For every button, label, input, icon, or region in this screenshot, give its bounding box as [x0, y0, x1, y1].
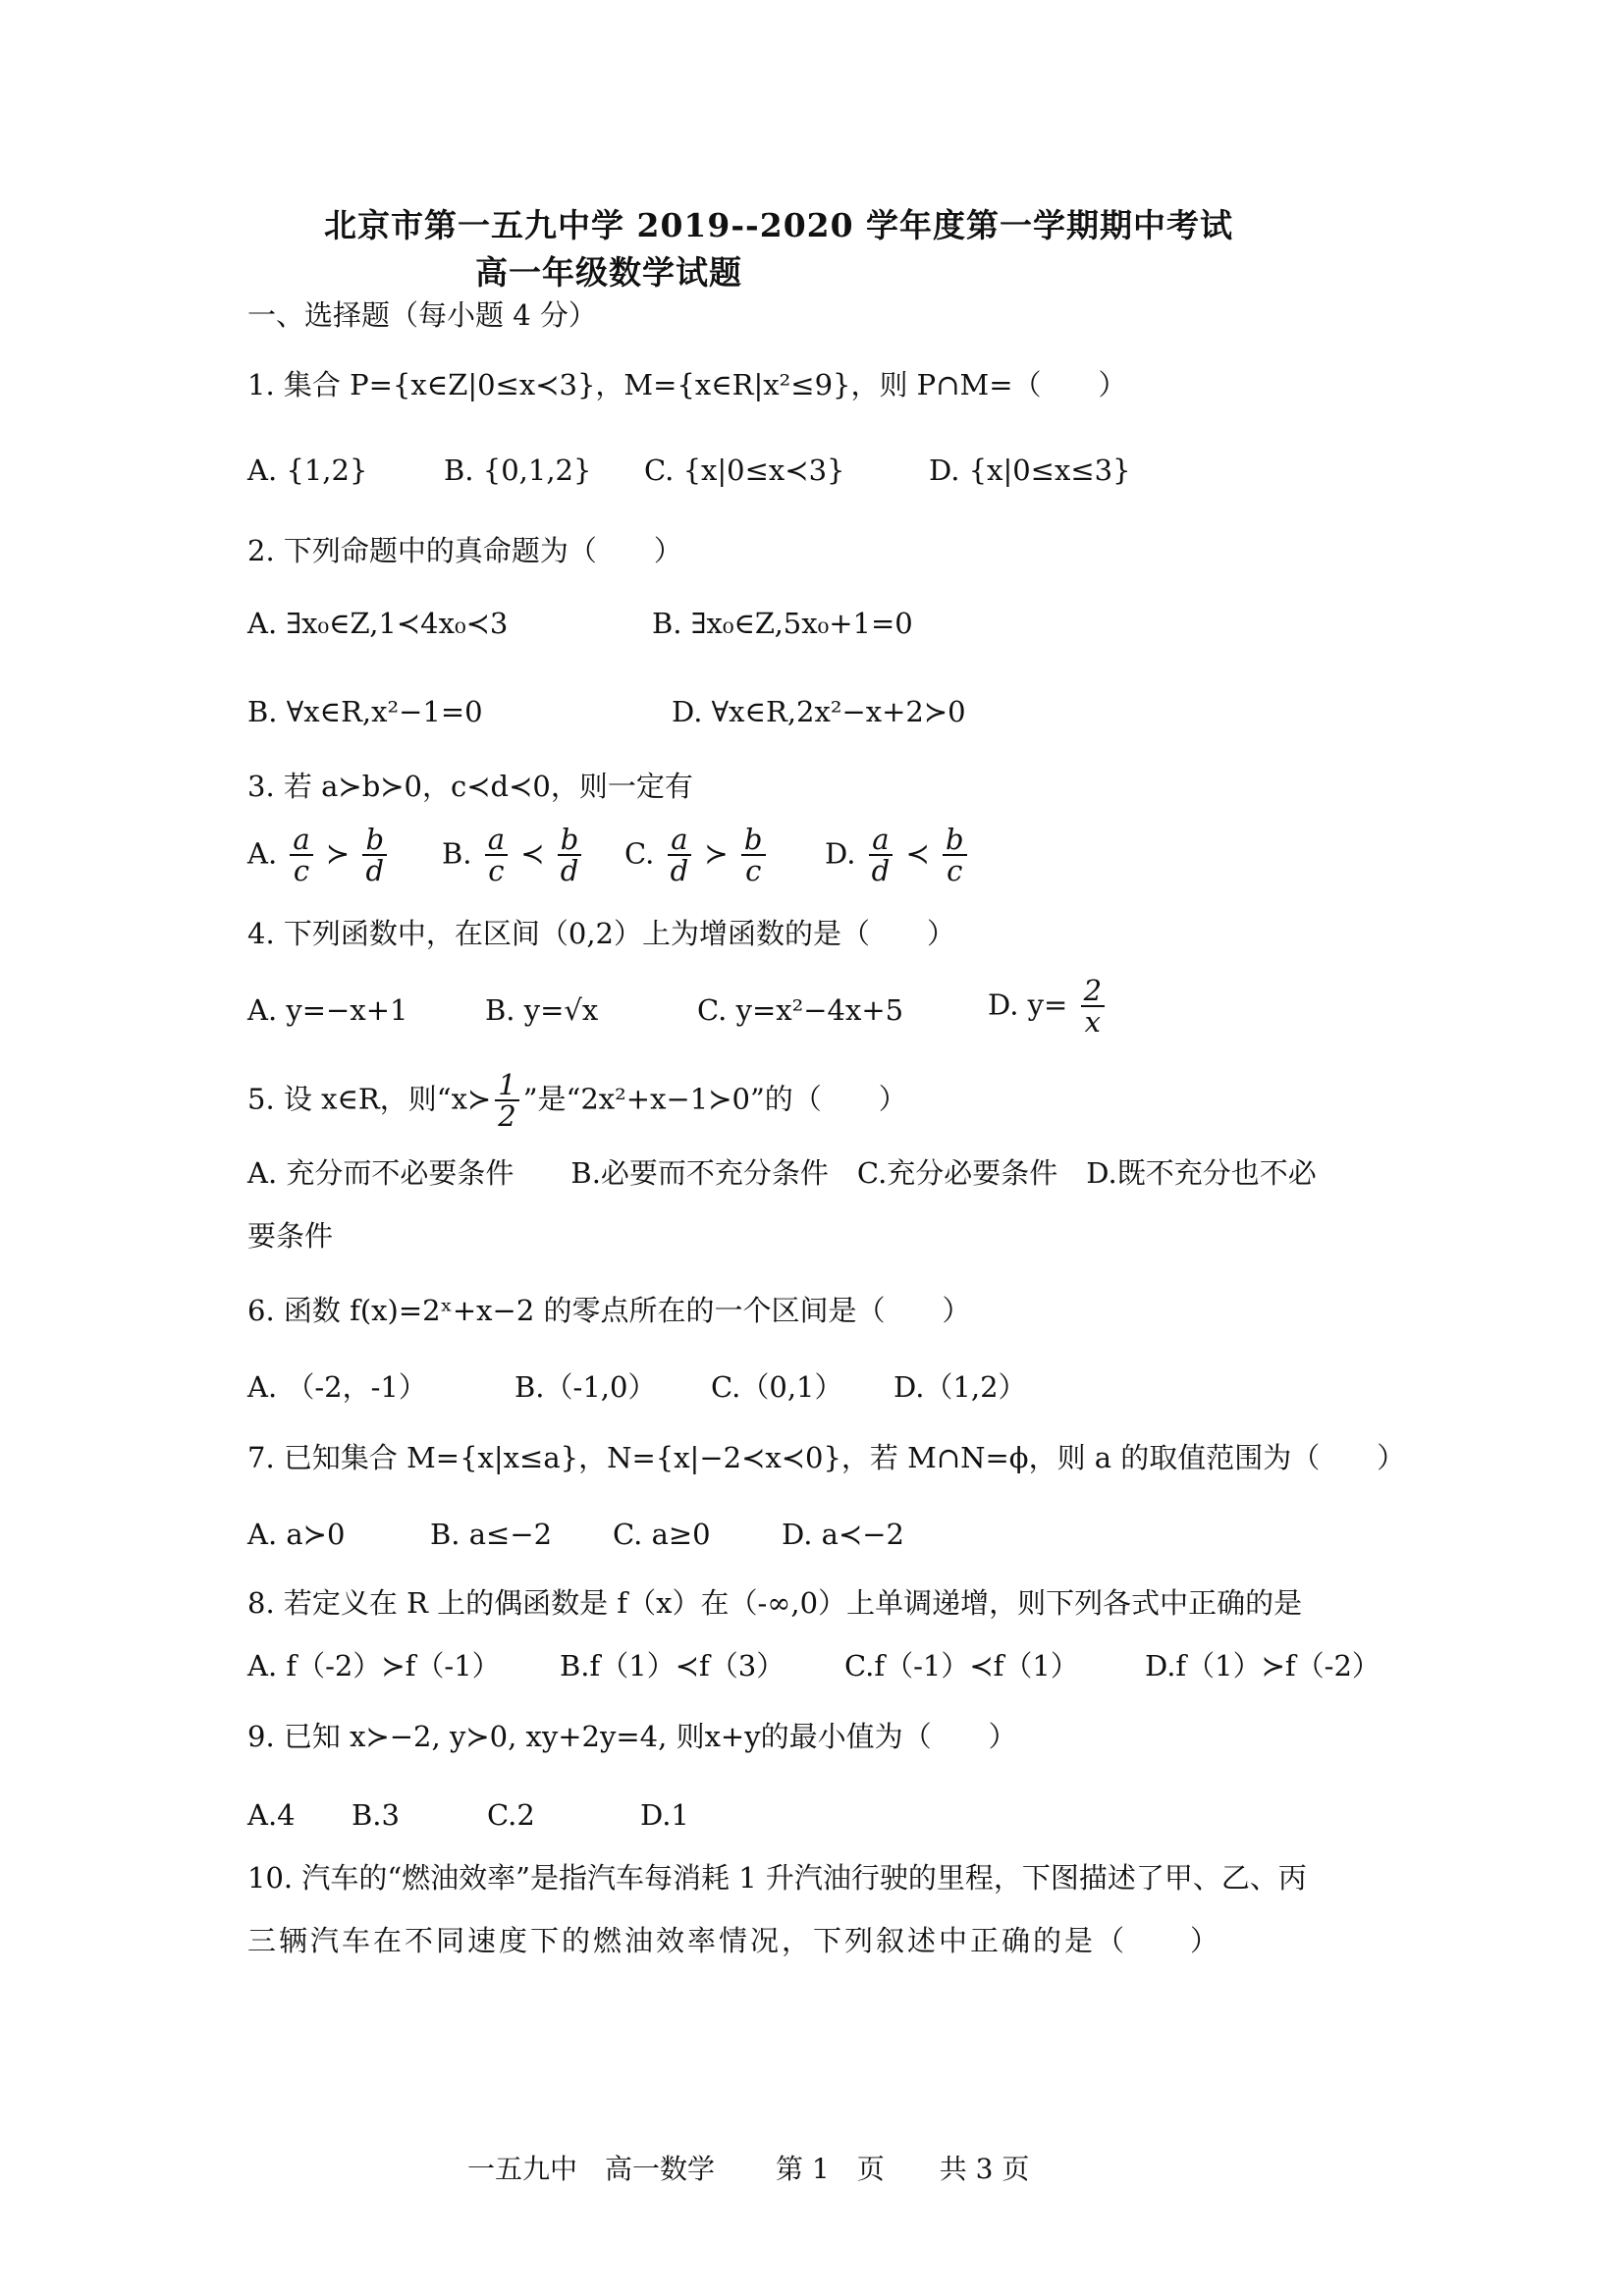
- q3-c-frac2: $\frac{b}{c}$: [741, 825, 766, 886]
- q2-option-d: D. ∀x∈R,2x²−x+2≻0: [672, 695, 966, 728]
- q9-stem: 9. 已知 x≻−2, y≻0, xy+2y=4, 则x+y的最小值为（ ）: [247, 1720, 1017, 1753]
- q5-stem: [247, 1070, 907, 1132]
- q1-option-d: D. {x|0≤x≤3}: [929, 454, 1131, 487]
- q4-option-d: [988, 976, 1109, 1038]
- q10-stem-line1: 10. 汽车的“燃油效率”是指汽车每消耗 1 升汽油行驶的里程，下图描述了甲、乙、丙: [247, 1861, 1307, 1895]
- q3-b-label: B.: [442, 836, 472, 871]
- q7-option-a: A. a≻0: [247, 1518, 346, 1551]
- q2-option-a: A. ∃x₀∈Z,1≺4x₀≺3: [247, 607, 509, 640]
- q5-stem-part2: ”是“2x²+x−1≻0”的（ ）: [522, 1082, 907, 1116]
- q3-b-frac2: $\frac{b}{d}$: [558, 825, 582, 886]
- q4-option-a: A. y=−x+1: [247, 993, 408, 1027]
- q6-option-c: C.（0,1）: [711, 1370, 843, 1404]
- q5-stem-part1: 5. 设 x∈R，则“x≻: [247, 1082, 492, 1116]
- q9-option-c: C.2: [487, 1798, 535, 1832]
- q3-a-label: A.: [247, 836, 278, 871]
- q1-stem: 1. 集合 P={x∈Z|0≤x≺3}，M={x∈R|x²≤9}，则 P∩M=（ ）: [247, 368, 1127, 401]
- q3-a-frac1: $\frac{a}{c}$: [290, 825, 312, 886]
- q5-options-line-cont: 要条件: [247, 1219, 334, 1253]
- footer-school-subject: 一五九中 高一数学: [467, 2153, 716, 2185]
- q7-stem: 7. 已知集合 M={x|x≤a}，N={x|−2≺x≺0}，若 M∩N=ϕ，则 a 的取值范围为（ ）: [247, 1441, 1406, 1474]
- q9-option-d: D.1: [640, 1798, 689, 1832]
- q7-option-b: B. a≤−2: [430, 1518, 553, 1551]
- q5-stem-frac: $\frac{1}{2}$: [495, 1070, 518, 1132]
- q3-d-label: D.: [825, 836, 856, 871]
- q3-a-relation: ≻: [325, 836, 351, 871]
- q3-c-label: C.: [624, 836, 655, 871]
- q3-d-frac1: $\frac{a}{d}$: [869, 825, 893, 886]
- q8-option-c: C.f（-1）≺f（1）: [844, 1649, 1079, 1682]
- footer-page-number: 第 1 页 共 3 页: [776, 2153, 1030, 2185]
- q9-option-a: A.4: [247, 1798, 296, 1832]
- q3-c-frac1: $\frac{a}{d}$: [668, 825, 692, 886]
- q7-option-d: D. a≺−2: [782, 1518, 904, 1551]
- q6-option-b: B.（-1,0）: [514, 1370, 657, 1404]
- q2-option-c: B. ∀x∈R,x²−1=0: [247, 695, 483, 728]
- q9-option-b: B.3: [352, 1798, 400, 1832]
- exam-subtitle: 高一年级数学试题: [475, 253, 742, 292]
- q8-stem: 8. 若定义在 R 上的偶函数是 f（x）在（-∞,0）上单调递增，则下列各式中正确的是: [247, 1586, 1303, 1620]
- q3-b-frac1: $\frac{a}{c}$: [485, 825, 508, 886]
- q10-stem-line2: 三辆汽车在不同速度下的燃油效率情况，下列叙述中正确的是（ ）: [247, 1924, 1222, 1957]
- q4-option-c: C. y=x²−4x+5: [697, 993, 904, 1027]
- q3-option-b: [442, 825, 585, 886]
- q3-d-relation: ≺: [905, 836, 930, 871]
- q2-option-b: B. ∃x₀∈Z,5x₀+1=0: [652, 607, 913, 640]
- q4-option-b: B. y=√x: [485, 993, 599, 1027]
- q3-option-a: [247, 825, 391, 886]
- q8-option-b: B.f（1）≺f（3）: [560, 1649, 785, 1682]
- q3-b-relation: ≺: [520, 836, 545, 871]
- exam-title: 北京市第一五九中学 2019--2020 学年度第一学期期中考试: [324, 206, 1234, 244]
- q7-option-c: C. a≥0: [613, 1518, 711, 1551]
- q3-option-d: [825, 825, 971, 886]
- q6-option-a: A. （-2，-1）: [247, 1370, 427, 1404]
- q3-a-frac2: $\frac{b}{d}$: [362, 825, 387, 886]
- q1-option-c: C. {x|0≤x≺3}: [644, 454, 845, 487]
- q4-d-frac: $\frac{2}{x}$: [1081, 976, 1105, 1038]
- q8-option-d: D.f（1）≻f（-2）: [1145, 1649, 1380, 1682]
- q3-c-relation: ≻: [704, 836, 729, 871]
- q6-stem: 6. 函数 f(x)=2ˣ+x−2 的零点所在的一个区间是（ ）: [247, 1294, 971, 1327]
- q2-stem: 2. 下列命题中的真命题为（ ）: [247, 534, 682, 567]
- section-heading: 一、选择题（每小题 4 分）: [247, 298, 597, 332]
- q3-option-c: [624, 825, 770, 886]
- q6-option-d: D.（1,2）: [893, 1370, 1027, 1404]
- q8-option-a: A. f（-2）≻f（-1）: [247, 1649, 501, 1682]
- q4-d-label: D. y=: [988, 988, 1068, 1022]
- q5-options-line: A. 充分而不必要条件 B.必要而不充分条件 C.充分必要条件 D.既不充分也不必: [247, 1156, 1317, 1190]
- q3-stem: 3. 若 a≻b≻0，c≺d≺0，则一定有: [247, 770, 693, 803]
- q1-option-b: B. {0,1,2}: [444, 454, 592, 487]
- q1-option-a: A. {1,2}: [247, 454, 368, 487]
- q4-stem: 4. 下列函数中，在区间（0,2）上为增函数的是（ ）: [247, 917, 956, 950]
- q3-d-frac2: $\frac{b}{c}$: [943, 825, 967, 886]
